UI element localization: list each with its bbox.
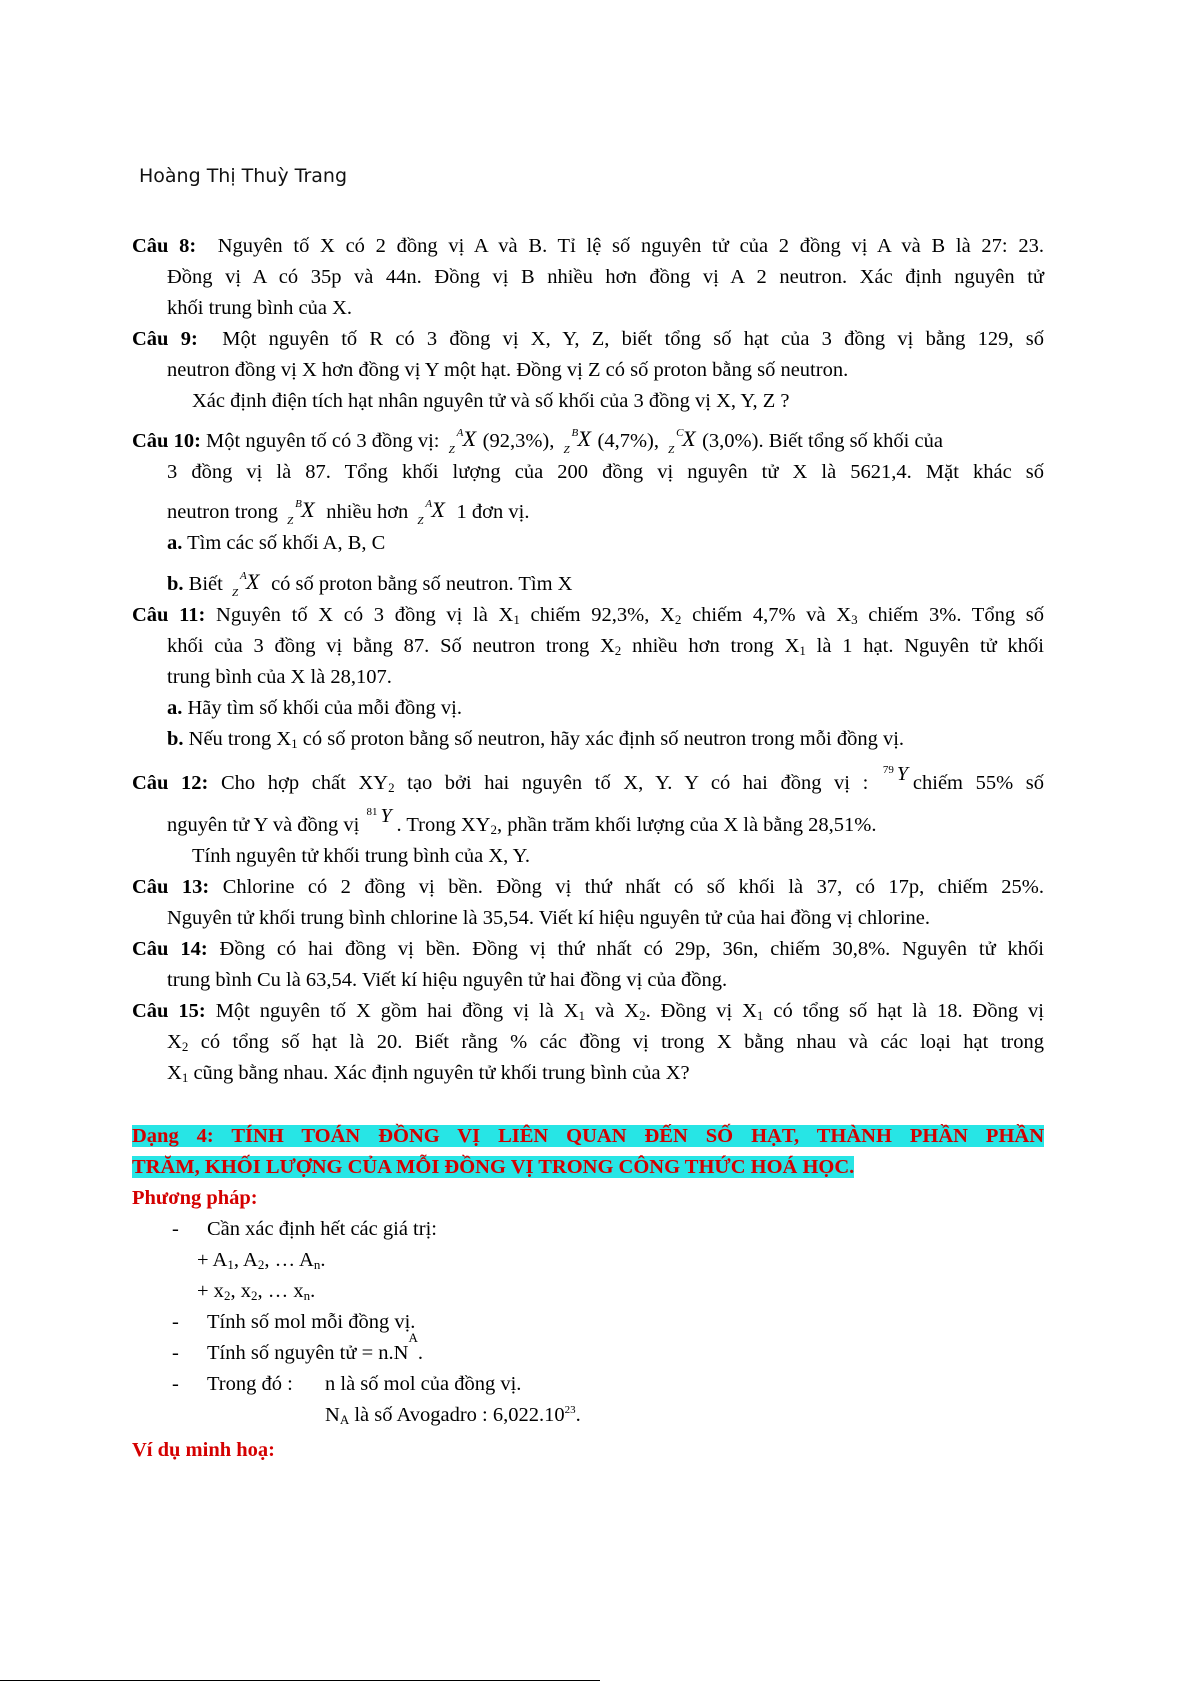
- question-text: Một nguyên tố có 3 đồng vị:: [206, 430, 440, 452]
- question-15-line-3: $X_1$ cũng bằng nhau. Xác định nguyên tử khối trung bình của X?: [167, 1062, 690, 1085]
- question-number: Câu 14:: [132, 938, 208, 960]
- heading-line-1: Dạng 4: TÍNH TOÁN ĐỒNG VỊ LIÊN QUAN ĐẾN SỐ HẠT, THÀNH PHẦN PHẦN: [132, 1125, 1044, 1147]
- method-item-1b: + $x_2$, $x_2$, … $x_n$.: [197, 1280, 316, 1303]
- percent-1: (92,3%),: [482, 430, 555, 452]
- isotope-symbol-81Y: 81 Y: [366, 805, 392, 827]
- page-header-author: Hoàng Thị Thuỳ Trang: [139, 165, 348, 187]
- isotope-symbol-A: A Z X: [448, 426, 477, 456]
- method-item-1: - Cần xác định hết các giá trị:: [172, 1218, 437, 1240]
- question-number: Câu 9:: [132, 328, 198, 350]
- page-bottom-rule: [0, 1680, 600, 1681]
- question-number: Câu 10:: [132, 430, 201, 452]
- question-8: [132, 231, 1044, 262]
- question-15-line-2: $X_2$ có tổng số hạt là 20. Biết rằng % các đồng vị trong X bằng nhau và các loại hạt trong: [167, 1031, 1044, 1054]
- isotope-symbol-C: C Z X: [668, 426, 696, 456]
- question-13-line-2: Nguyên tử khối trung bình chlorine là 35,54. Viết kí hiệu nguyên tử của hai đồng vị chlorine.: [167, 907, 931, 929]
- percent-2: (4,7%),: [597, 430, 659, 452]
- isotope-symbol-A: A Z X: [231, 569, 260, 599]
- isotope-symbol-B: B Z X: [287, 497, 315, 527]
- document-body: [132, 231, 1044, 1466]
- isotope-symbol-A: A Z X: [417, 497, 445, 527]
- heading-line-2: TRĂM, KHỐI LƯỢNG CỦA MỖI ĐỒNG VỊ TRONG CÔNG THỨC HOÁ HỌC.: [132, 1156, 855, 1178]
- question-11-line-2: khối của 3 đồng vị bằng 87. Số neutron trong $X_2$ nhiều hơn trong $X_1$ là 1 hạt. Nguyên tử khối: [167, 635, 1044, 658]
- question-12-line-3: Tính nguyên tử khối trung bình của X, Y.: [192, 845, 530, 867]
- question-10-part-a: a. Tìm các số khối A, B, C: [167, 532, 386, 554]
- question-number: Câu 15:: [132, 1000, 206, 1022]
- question-12: Câu 12: Cho hợp chất $XY_2$ tạo bởi hai nguyên tố X, Y. Y có hai đồng vị : 79 Y chiếm 55% số: [132, 763, 1044, 795]
- question-8-line-3: khối trung bình của X.: [167, 297, 353, 319]
- question-11: Câu 11: Nguyên tố X có 3 đồng vị là $X_1$ chiếm 92,3%, $X_2$ chiếm 4,7% và $X_3$ chiếm 3%. Tổng số: [132, 604, 1044, 627]
- percent-3: (3,0%). Biết tổng số khối của: [702, 430, 943, 452]
- isotope-symbol-B: B Z X: [563, 426, 591, 456]
- question-number: Câu 8:: [132, 235, 197, 257]
- question-9-line-2: neutron đồng vị X hơn đồng vị Y một hạt. Đồng vị Z có số proton bằng số neutron.: [167, 359, 849, 381]
- question-11-part-a: a. Hãy tìm số khối của mỗi đồng vị.: [167, 697, 462, 719]
- question-12-line-2: nguyên tử Y và đồng vị 81 Y . Trong $XY_2$, phần trăm khối lượng của X là bằng 28,51%.: [167, 805, 877, 837]
- question-10-line-3: neutron trong B Z X nhiều hơn A Z X 1 đơn vị.: [167, 497, 530, 527]
- question-8-line-2: Đồng vị A có 35p và 44n. Đồng vị B nhiều hơn đồng vị A 2 neutron. Xác định nguyên tử: [167, 266, 1044, 288]
- question-number: Câu 12:: [132, 772, 209, 794]
- method-item-4: - Trong đó : n là số mol của đồng vị.: [172, 1373, 522, 1395]
- question-9: [132, 324, 1044, 355]
- question-10-part-b: b. Biết A Z X có số proton bằng số neutron. Tìm X: [167, 569, 573, 599]
- question-text: Một nguyên tố R có 3 đồng vị X, Y, Z, biết tổng số hạt của 3 đồng vị bằng 129, số: [222, 328, 1044, 350]
- method-item-1a: + $A_1$, $A_2$, … $A_n$.: [197, 1249, 326, 1272]
- question-14: Câu 14: Đồng có hai đồng vị bền. Đồng vị thứ nhất có 29p, 36n, chiếm 30,8%. Nguyên tử khối: [132, 938, 1044, 960]
- method-item-2: - Tính số mol mỗi đồng vị.: [172, 1311, 416, 1333]
- question-text: Nguyên tố X có 2 đồng vị A và B. Tỉ lệ số nguyên tử của 2 đồng vị A và B là 27: 23.: [217, 235, 1044, 257]
- method-item-5: $N_A$ là số Avogadro : 6,022.10$^{23}$.: [325, 1404, 581, 1427]
- question-10-line-2: 3 đồng vị là 87. Tổng khối lượng của 200 đồng vị nguyên tử X là 5621,4. Mặt khác số: [167, 461, 1044, 483]
- example-title: Ví dụ minh hoạ:: [132, 1439, 275, 1461]
- question-15: Câu 15: Một nguyên tố X gồm hai đồng vị là $X_1$ và $X_2$. Đồng vị $X_1$ có tổng số hạt là 18. Đồng vị: [132, 1000, 1044, 1023]
- question-10: [132, 425, 1044, 457]
- question-number: Câu 11:: [132, 604, 206, 626]
- method-item-3: - Tính số nguyên tử = n.N A .: [172, 1330, 423, 1364]
- question-11-line-3: trung bình của X là 28,107.: [167, 666, 392, 688]
- question-14-line-2: trung bình Cu là 63,54. Viết kí hiệu nguyên tử hai đồng vị của đồng.: [167, 969, 728, 991]
- method-title: Phương pháp:: [132, 1187, 258, 1209]
- question-13: Câu 13: Chlorine có 2 đồng vị bền. Đồng vị thứ nhất có số khối là 37, có 17p, chiếm 25%.: [132, 876, 1044, 898]
- section-heading-dang-4: [132, 1121, 1044, 1183]
- isotope-symbol-79Y: 79 Y: [882, 763, 909, 785]
- question-11-part-b: b. Nếu trong $X_1$ có số proton bằng số neutron, hãy xác định số neutron trong mỗi đồng vị.: [167, 728, 905, 751]
- question-9-line-3: Xác định điện tích hạt nhân nguyên tử và số khối của 3 đồng vị X, Y, Z ?: [192, 390, 790, 412]
- question-number: Câu 13:: [132, 876, 210, 898]
